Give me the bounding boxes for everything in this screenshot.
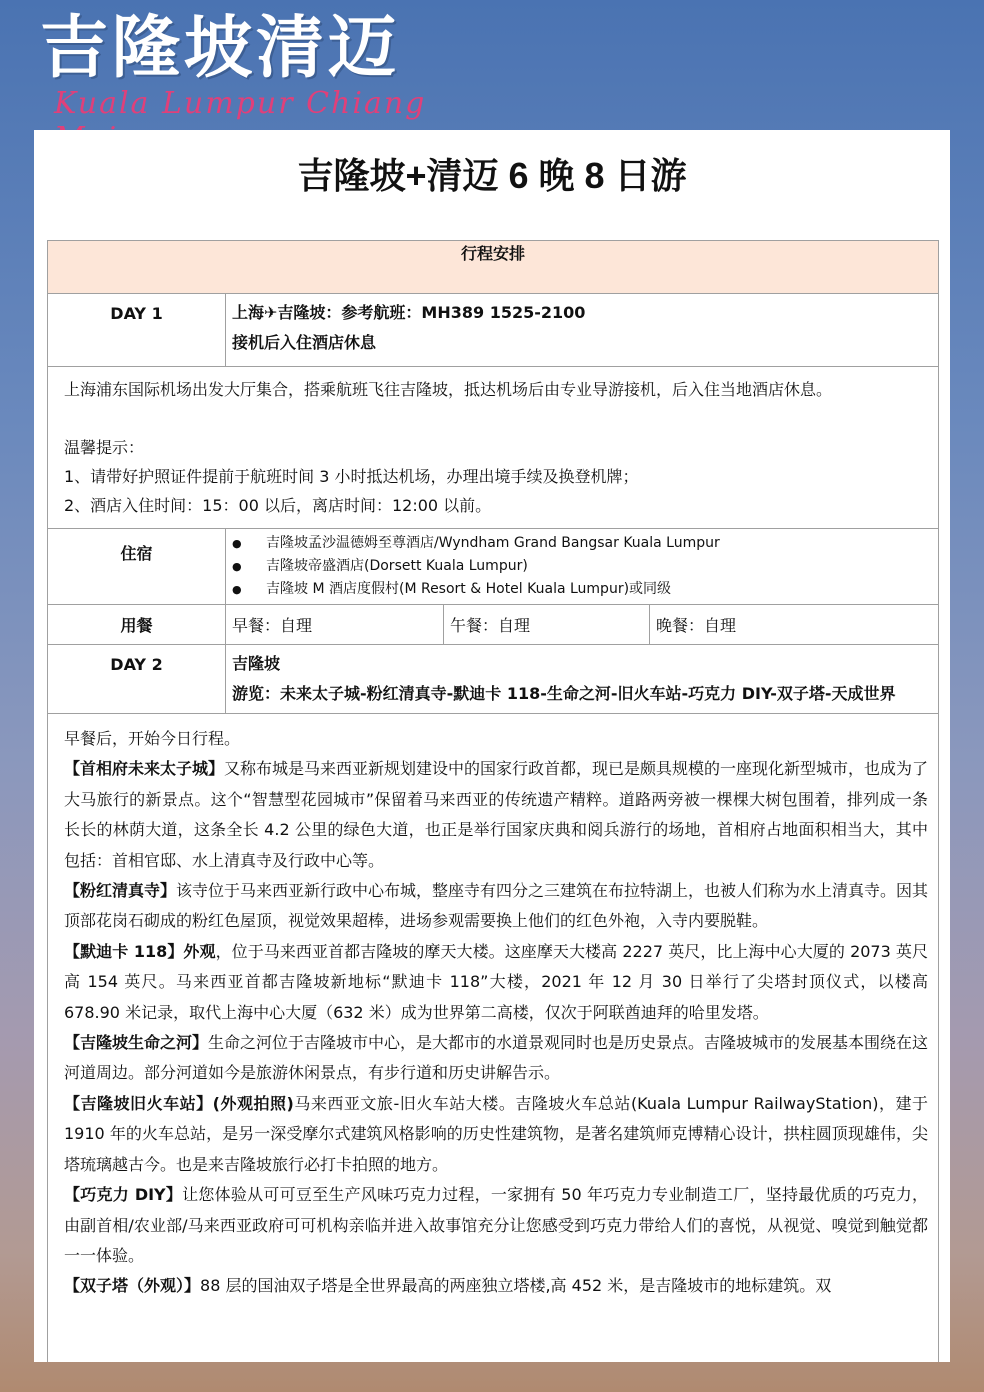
section-title: 【粉红清真寺】 xyxy=(64,881,177,901)
day1-flight: 上海✈吉隆坡：参考航班：MH389 1525-2100 xyxy=(232,303,586,322)
brand-title-en: Kuala Lumpur Chiang xyxy=(54,86,427,121)
section-paragraph xyxy=(64,754,928,876)
section-paragraph xyxy=(64,937,928,1028)
dinner: 晚餐：自理 xyxy=(650,605,939,645)
section-title: 【默迪卡 118】外观 xyxy=(64,941,216,961)
day1-description-row xyxy=(48,367,939,529)
section-text: 88 层的国油双子塔是全世界最高的两座独立塔楼,高 452 米，是吉隆坡市的地标建筑。双 xyxy=(200,1276,832,1296)
hotel-list xyxy=(226,529,938,604)
brand-title-cn: 吉隆坡清迈 xyxy=(40,8,401,88)
day2-intro: 早餐后，开始今日行程。 xyxy=(64,729,241,748)
section-text: 该寺位于马来西亚新行政中心布城，整座寺有四分之三建筑在布拉特湖上，也被人们称为水上清真寺。因其顶部花岗石砌成的粉红色屋顶，视觉效果超棒，进场参观需要换上他们的红色外袍，入寺内要脱鞋。 xyxy=(64,881,929,931)
day2-description xyxy=(48,714,939,1363)
day2-header-row xyxy=(48,645,939,714)
tips-title: 温馨提示： xyxy=(64,438,145,457)
section-title: 【首相府未来太子城】 xyxy=(64,759,225,779)
day1-description xyxy=(48,367,939,529)
day1-subtitle: 接机后入住酒店休息 xyxy=(232,333,377,352)
section-text: 生命之河位于吉隆坡市中心，是大都市的水道景观同时也是历史景点。吉隆坡城市的发展基本围绕在这河道周边。部分河道如今是旅游休闲景点，有步行道和历史讲解告示。 xyxy=(64,1033,929,1083)
section-title: 【巧克力 DIY】 xyxy=(64,1185,183,1205)
lunch: 午餐：自理 xyxy=(444,605,650,645)
section-text: 马来西亚文旅-旧火车站大楼。吉隆坡火车总站(Kuala Lumpur RailwayStation)，建于 1910 年的火车总站，是另一深受摩尔式建筑风格影响的历史性建筑物，是著名建筑师克博精心设计，拱柱圆顶现雄伟，尖塔琉璃越古今。也是来吉隆坡旅行必打卡拍照的地方。 xyxy=(64,1093,929,1174)
tip-2: 2、酒店入住时间：15：00 以后，离店时间：12:00 以前。 xyxy=(64,496,492,515)
section-paragraph xyxy=(64,1089,928,1180)
schedule-header: 行程安排 xyxy=(48,241,939,294)
day2-city: 吉隆坡 xyxy=(232,654,281,673)
section-title: 【双子塔（外观）】 xyxy=(64,1276,201,1296)
day1-title xyxy=(226,294,939,367)
hotel-item: ● 吉隆坡孟沙温德姆至尊酒店/Wyndham Grand Bangsar Kuala Lumpur xyxy=(226,532,938,555)
hotel-label: 住宿 xyxy=(48,529,226,605)
itinerary-table xyxy=(47,240,939,1362)
meal-row xyxy=(48,605,939,645)
section-title: 【吉隆坡生命之河】 xyxy=(64,1033,209,1053)
day1-label: DAY 1 xyxy=(48,294,226,367)
breakfast: 早餐：自理 xyxy=(226,605,444,645)
brand-logo xyxy=(40,0,500,130)
day2-label: DAY 2 xyxy=(48,645,226,714)
hotel-item: ● 吉隆坡 M 酒店度假村(M Resort & Hotel Kuala Lumpur)或同级 xyxy=(226,578,938,601)
hotel-item: ● 吉隆坡帝盛酒店(Dorsett Kuala Lumpur) xyxy=(226,555,938,578)
day1-header-row xyxy=(48,294,939,367)
section-text: 又称布城是马来西亚新规划建设中的国家行政首都，现已是颇具规模的一座现化新型城市，也成为了大马旅行的新景点。这个“智慧型花园城市”保留着马来西亚的传统遗产精粹。道路两旁被一棵棵大树包围着，排列成一条长长的林荫大道，这条全长 4.2 公里的绿色大道，也正是举行国家庆典和阅兵游行的场地，首相府占地面积相当大，其中包括：首相官邸、水上清真寺及行政中心等。 xyxy=(64,759,929,870)
meal-label: 用餐 xyxy=(48,605,226,645)
hotel-row xyxy=(48,529,939,605)
section-text: ，位于马来西亚首都吉隆坡的摩天大楼。这座摩天大楼高 2227 英尺，比上海中心大厦的 2073 英尺高 154 英尺。马来西亚首都吉隆坡新地标“默迪卡 118”大楼，2021 年 12 月 30 日举行了尖塔封顶仪式，以楼高 678.90 米记录，取代上海中心大厦（632 米）成为世界第二高楼，仅次于阿联酋迪拜的哈里发塔。 xyxy=(64,941,929,1022)
tip-1: 1、请带好护照证件提前于航班时间 3 小时抵达机场，办理出境手续及换登机牌； xyxy=(64,467,639,486)
document-sheet xyxy=(34,130,950,1362)
section-paragraph xyxy=(64,1180,928,1271)
day2-description-row xyxy=(48,714,939,1363)
day2-title xyxy=(226,645,939,714)
section-paragraph xyxy=(64,1028,928,1089)
section-paragraph xyxy=(64,876,928,937)
day2-tour: 游览：未来太子城-粉红清真寺-默迪卡 118-生命之河-旧火车站-巧克力 DIY-双子塔-天成世界 xyxy=(232,684,896,703)
day1-description-text: 上海浦东国际机场出发大厅集合，搭乘航班飞往吉隆坡，抵达机场后由专业导游接机，后入住当地酒店休息。 xyxy=(64,380,833,399)
section-title: 【吉隆坡旧火车站】(外观拍照) xyxy=(64,1093,294,1113)
section-text: 让您体验从可可豆至生产风味巧克力过程，一家拥有 50 年巧克力专业制造工厂，坚持最优质的巧克力，由副首相/农业部/马来西亚政府可可机构亲临并进入故事馆充分让您感受到巧克力带给人们的喜悦，从视觉、嗅觉到触觉都一一体验。 xyxy=(64,1185,929,1265)
schedule-header-row xyxy=(48,241,939,294)
hotel-list-cell xyxy=(226,529,939,605)
page-title: 吉隆坡+清迈 6 晚 8 日游 xyxy=(297,155,687,196)
section-paragraph xyxy=(64,1271,928,1301)
